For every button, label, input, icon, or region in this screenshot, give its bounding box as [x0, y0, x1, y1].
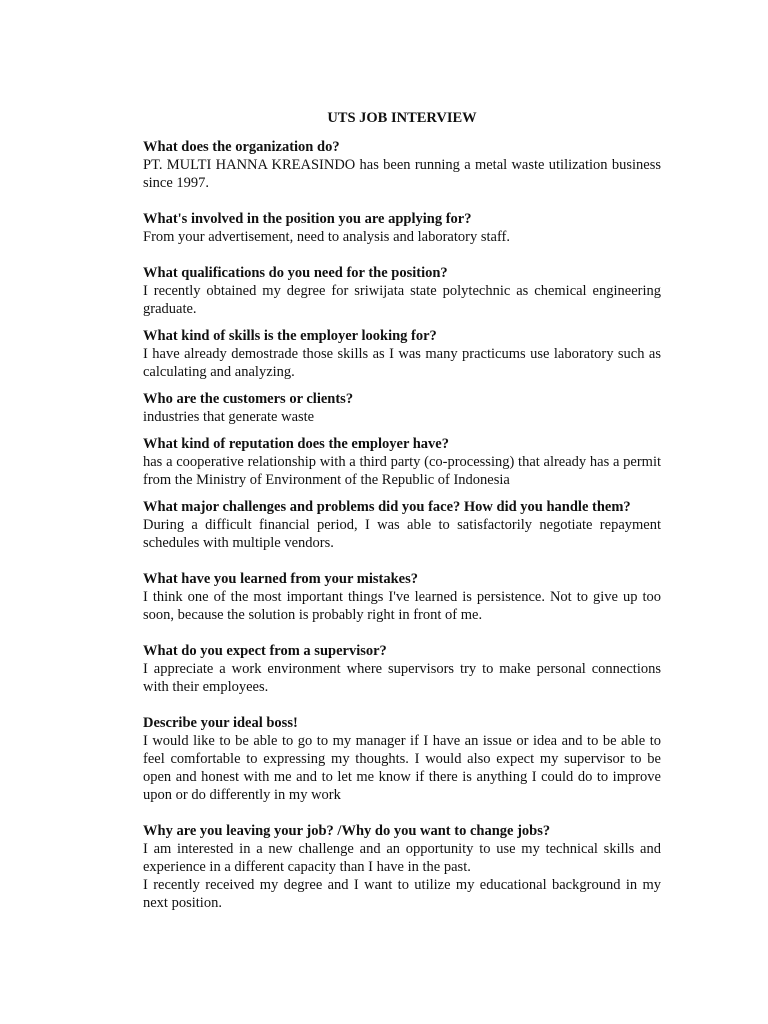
qa-item-mistakes	[143, 570, 661, 624]
qa-item-organization	[143, 138, 661, 192]
answer-text	[143, 840, 661, 912]
qa-item-reputation	[143, 435, 661, 489]
question-heading: What kind of skills is the employer looking for?	[143, 328, 437, 344]
answer-text	[143, 588, 661, 624]
qa-item-challenges	[143, 498, 661, 552]
answer-text	[143, 408, 661, 426]
answer-paragraph: I appreciate a work environment where supervisors try to make personal connections with their employees.	[143, 661, 661, 695]
answer-paragraph: I recently received my degree and I want to utilize my educational background in my next position.	[143, 877, 661, 911]
question-heading: What have you learned from your mistakes?	[143, 571, 418, 587]
question-heading: What do you expect from a supervisor?	[143, 643, 387, 659]
question-heading: Why are you leaving your job? /Why do you want to change jobs?	[143, 823, 551, 839]
qa-item-ideal-boss	[143, 714, 661, 804]
answer-paragraph: From your advertisement, need to analysis and laboratory staff.	[143, 229, 510, 245]
qa-item-supervisor	[143, 642, 661, 696]
answer-text	[143, 732, 661, 804]
answer-text	[143, 282, 661, 318]
answer-text	[143, 516, 661, 552]
question-heading: What does the organization do?	[143, 139, 340, 155]
qa-item-position	[143, 210, 661, 246]
answer-paragraph: industries that generate waste	[143, 409, 315, 425]
question-heading: Describe your ideal boss!	[143, 715, 298, 731]
answer-paragraph: I have already demostrade those skills as I was many practicums use laboratory such as calculating and analyzing.	[143, 346, 661, 380]
document-page	[143, 109, 661, 912]
answer-paragraph: I would like to be able to go to my manager if I have an issue or idea and to be able to feel comfortable to expressing my thoughts. I would also expect my supervisor to be open and honest with me and to let me know if there is anything I could do to improve upon or do differently in my work	[143, 733, 661, 803]
answer-paragraph: I am interested in a new challenge and an opportunity to use my technical skills and experience in a different capacity than I have in the past.	[143, 841, 661, 875]
qa-item-customers	[143, 390, 661, 426]
answer-paragraph: has a cooperative relationship with a third party (co-processing) that already has a permit from the Ministry of Environment of the Republic of Indonesia	[143, 454, 661, 488]
question-heading: What's involved in the position you are applying for?	[143, 211, 472, 227]
question-heading: What kind of reputation does the employer have?	[143, 436, 449, 452]
answer-text	[143, 660, 661, 696]
answer-text	[143, 156, 661, 192]
answer-paragraph: I recently obtained my degree for sriwijata state polytechnic as chemical engineering graduate.	[143, 283, 661, 317]
answer-paragraph: I think one of the most important things I've learned is persistence. Not to give up too soon, because the solution is probably right in front of me.	[143, 589, 661, 623]
question-heading: Who are the customers or clients?	[143, 391, 354, 407]
answer-text	[143, 345, 661, 381]
qa-item-skills	[143, 327, 661, 381]
question-heading: What qualifications do you need for the position?	[143, 265, 448, 281]
answer-paragraph: PT. MULTI HANNA KREASINDO has been running a metal waste utilization business since 1997.	[143, 157, 661, 191]
answer-text	[143, 228, 661, 246]
answer-paragraph: During a difficult financial period, I was able to satisfactorily negotiate repayment schedules with multiple vendors.	[143, 517, 661, 551]
qa-item-qualifications	[143, 264, 661, 318]
qa-item-leaving-job	[143, 822, 661, 912]
document-title: UTS JOB INTERVIEW	[327, 110, 477, 126]
answer-text	[143, 453, 661, 489]
question-heading: What major challenges and problems did you face? How did you handle them?	[143, 499, 631, 515]
